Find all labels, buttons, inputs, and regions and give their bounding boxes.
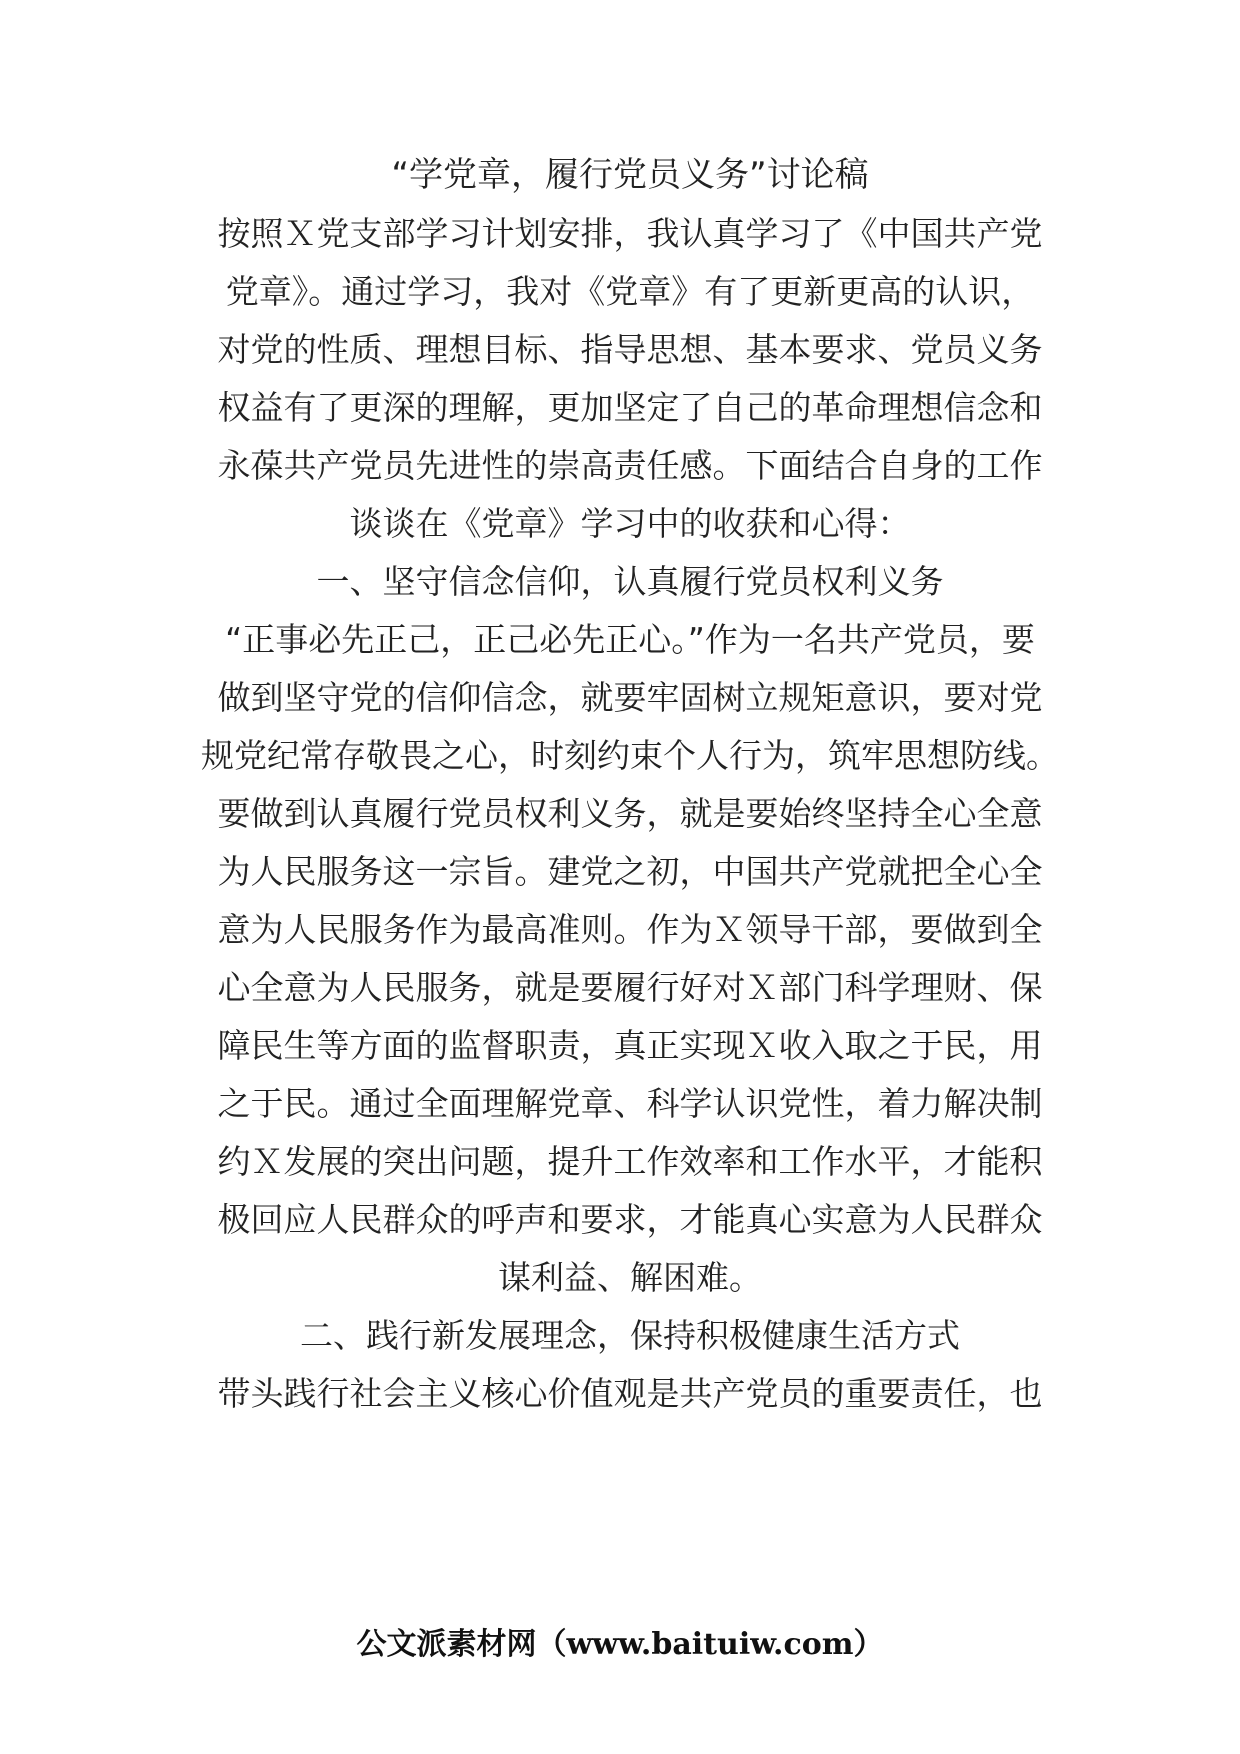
paragraph-line: 党章》。通过学习，我对《党章》有了更新更高的认识， (225, 272, 1035, 311)
paragraph-line: 要做到认真履行党员权利义务，就是要始终坚持全心全意 (217, 794, 1043, 833)
paragraph-line: “正事必先正己，正己必先正心。”作为一名共产党员，要 (225, 620, 1035, 659)
paragraph-line: 极回应人民群众的呼声和要求，才能真心实意为人民群众 (217, 1200, 1043, 1239)
document-title: “学党章，履行党员义务”讨论稿 (391, 155, 869, 195)
paragraph-line: 约Ｘ发展的突出问题，提升工作效率和工作水平，才能积 (217, 1142, 1043, 1181)
paragraph-line: 做到坚守党的信仰信念，就要牢固树立规矩意识，要对党 (217, 678, 1043, 717)
paragraph-line: 心全意为人民服务，就是要履行好对Ｘ部门科学理财、保 (217, 968, 1043, 1007)
paragraph-line: 为人民服务这一宗旨。建党之初，中国共产党就把全心全 (217, 852, 1043, 891)
paragraph-line: 谋利益、解困难。 (498, 1258, 762, 1297)
paragraph-line: 谈谈在《党章》学习中的收获和心得： (349, 504, 911, 543)
paragraph-line: 按照Ｘ党支部学习计划安排，我认真学习了《中国共产党 (217, 214, 1043, 253)
section-heading: 二、践行新发展理念，保持积极健康生活方式 (300, 1316, 960, 1355)
footer-watermark: 公文派素材网（www.baituiw.com） (356, 1627, 884, 1662)
paragraph-line: 永葆共产党员先进性的崇高责任感。下面结合自身的工作 (217, 446, 1043, 485)
paragraph-line: 规党纪常存敬畏之心，时刻约束个人行为，筑牢思想防线。 (201, 736, 1059, 775)
paragraph-line: 意为人民服务作为最高准则。作为Ｘ领导干部，要做到全 (217, 910, 1043, 949)
paragraph-line: 障民生等方面的监督职责，真正实现Ｘ收入取之于民，用 (217, 1026, 1043, 1065)
paragraph-line: 对党的性质、理想目标、指导思想、基本要求、党员义务 (217, 330, 1043, 369)
paragraph-line: 之于民。通过全面理解党章、科学认识党性，着力解决制 (217, 1084, 1043, 1123)
section-heading: 一、坚守信念信仰，认真履行党员权利义务 (316, 562, 944, 601)
paragraph-line: 权益有了更深的理解，更加坚定了自己的革命理想信念和 (217, 388, 1043, 427)
paragraph-line: 带头践行社会主义核心价值观是共产党员的重要责任，也 (217, 1374, 1043, 1413)
